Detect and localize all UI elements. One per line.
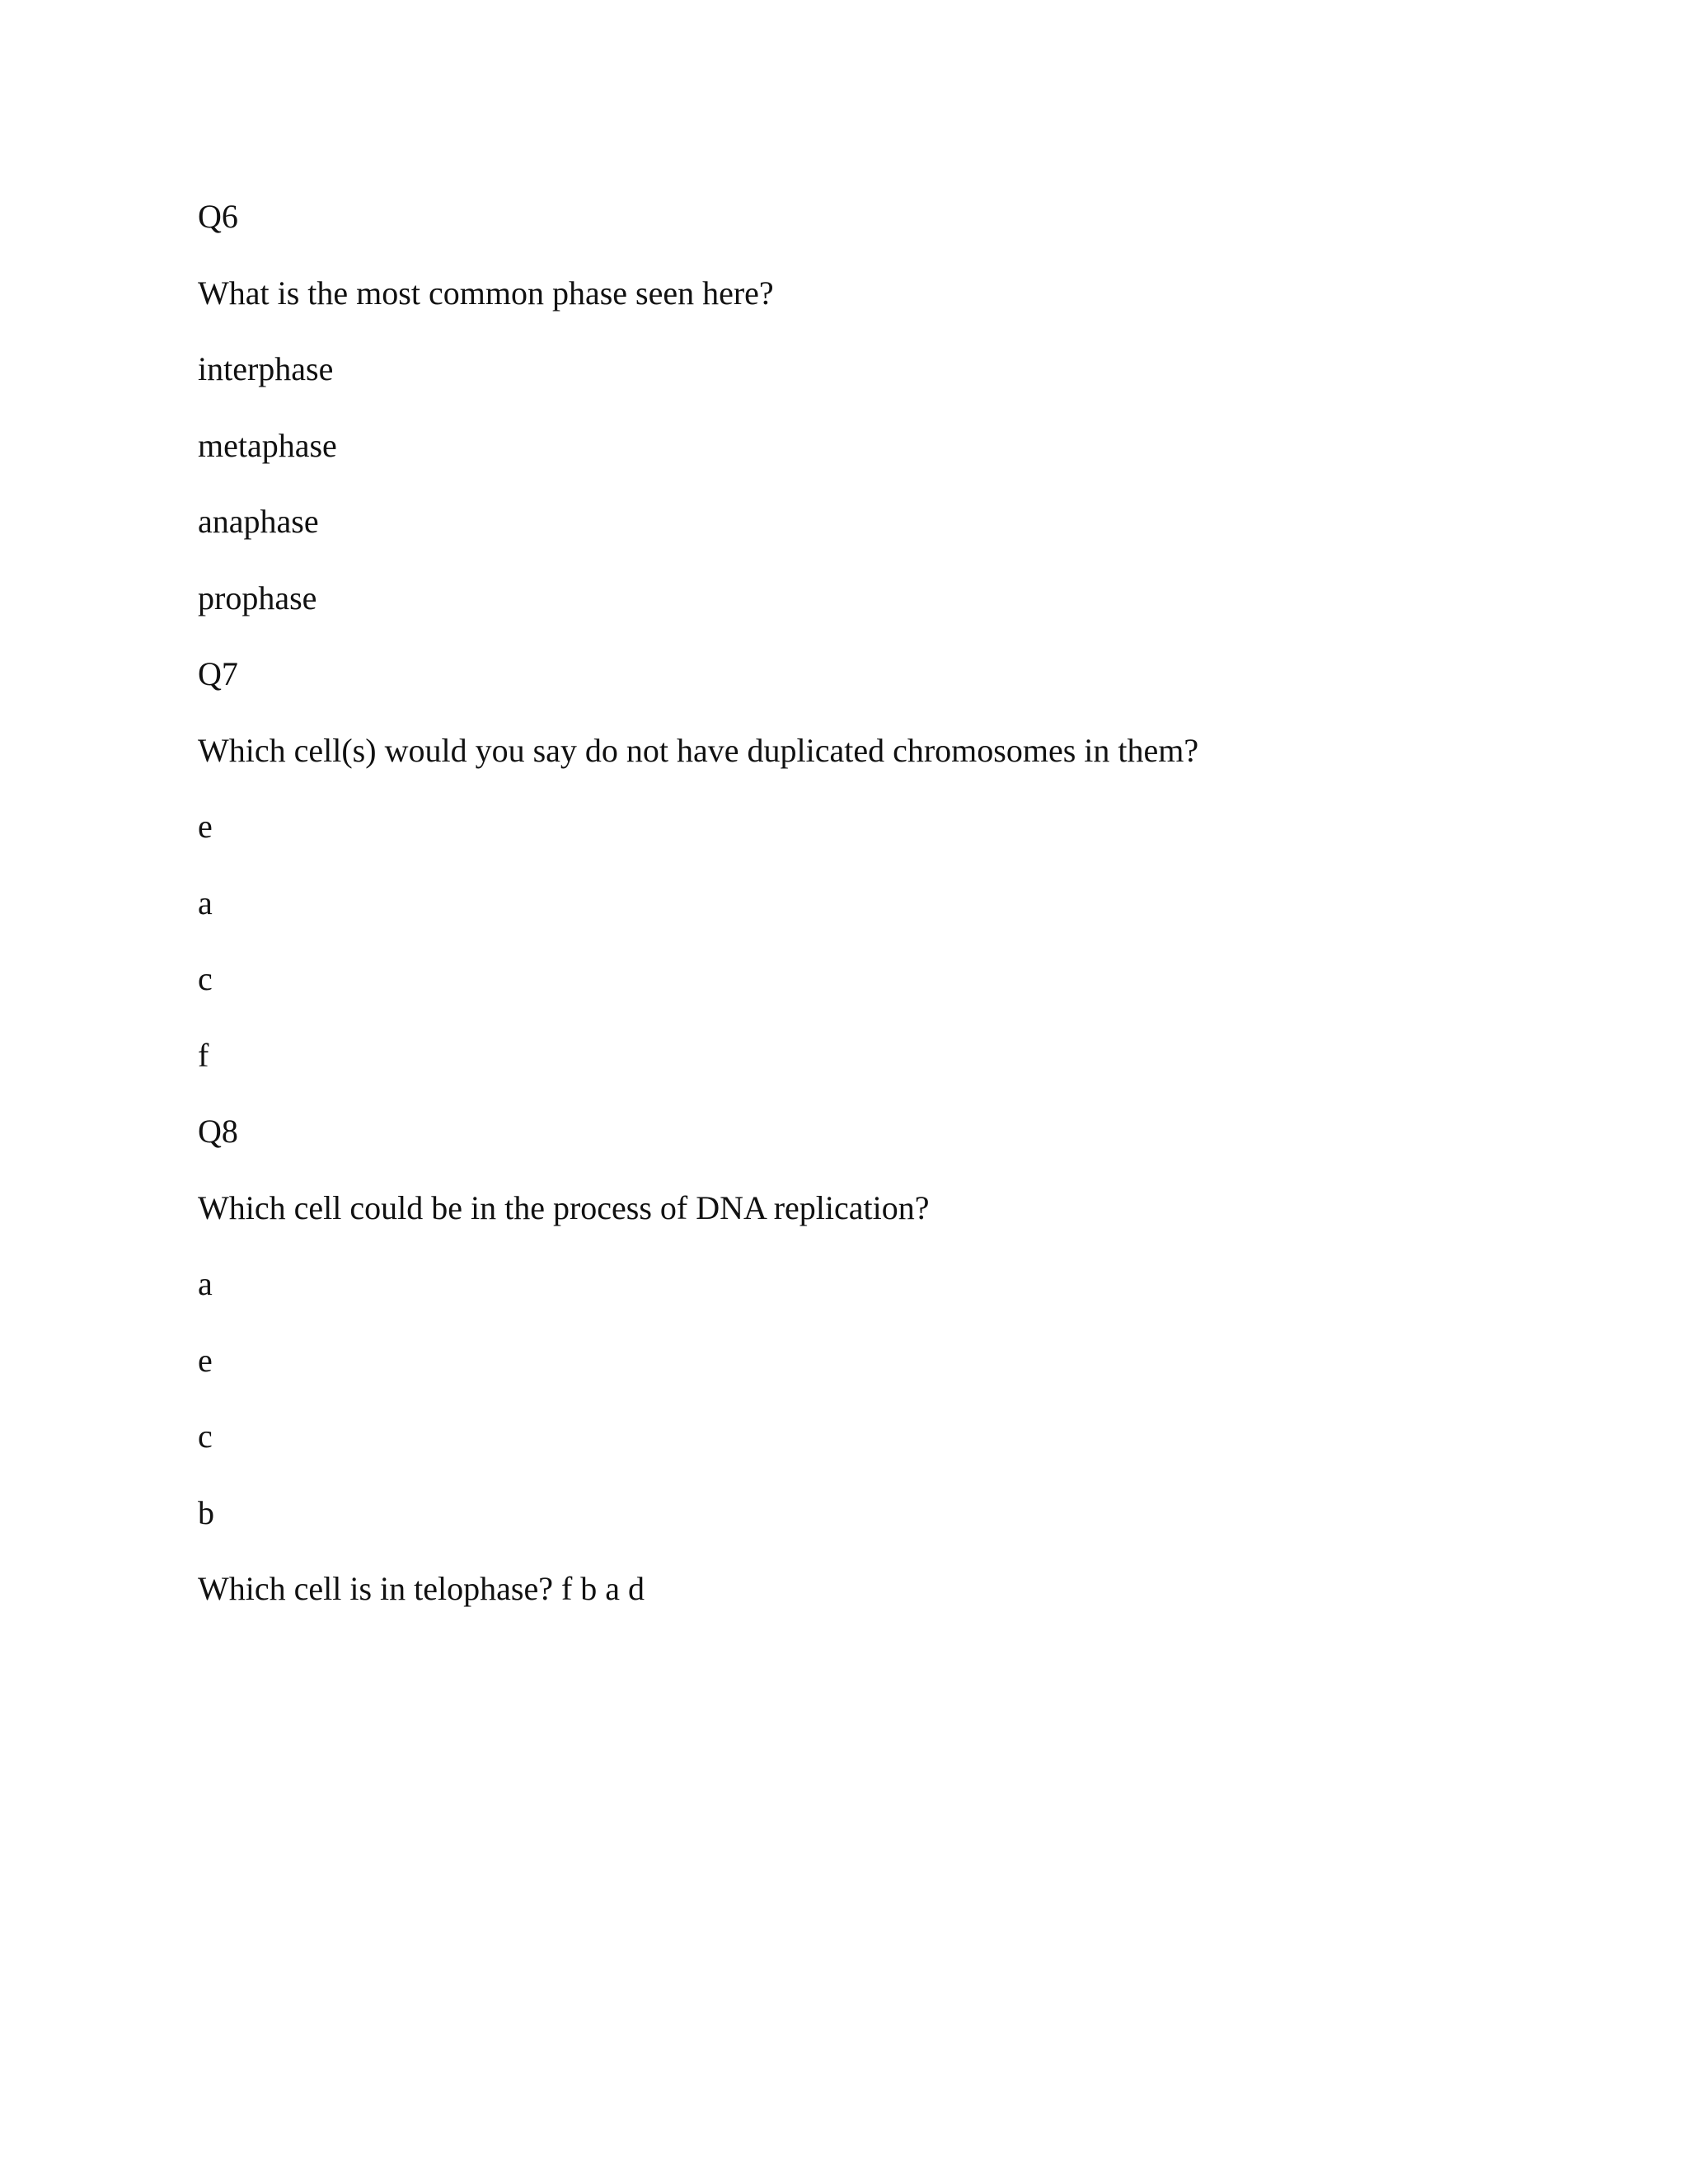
question-label-q8: Q8 <box>198 1113 238 1150</box>
answer-option: e <box>198 808 213 845</box>
question-text-q7: Which cell(s) would you say do not have duplicated chromosomes in them? <box>198 731 1199 769</box>
answer-option: f <box>198 1036 209 1074</box>
question-text-q8: Which cell could be in the process of DNA replication? <box>198 1188 930 1226</box>
answer-option: metaphase <box>198 426 337 464</box>
answer-option: a <box>198 1265 213 1302</box>
question-label-q6: Q6 <box>198 198 238 235</box>
answer-option: a <box>198 883 213 921</box>
answer-option: e <box>198 1341 213 1379</box>
question-text-q6: What is the most common phase seen here? <box>198 274 774 312</box>
question-text-telophase: Which cell is in telophase? f b a d <box>198 1570 645 1607</box>
answer-option: b <box>198 1493 214 1531</box>
question-label-q7: Q7 <box>198 655 238 692</box>
answer-option: c <box>198 960 213 997</box>
answer-option: anaphase <box>198 503 319 540</box>
answer-option: interphase <box>198 350 334 387</box>
answer-option: prophase <box>198 579 317 616</box>
answer-option: c <box>198 1418 213 1455</box>
document-body <box>198 188 1517 1637</box>
